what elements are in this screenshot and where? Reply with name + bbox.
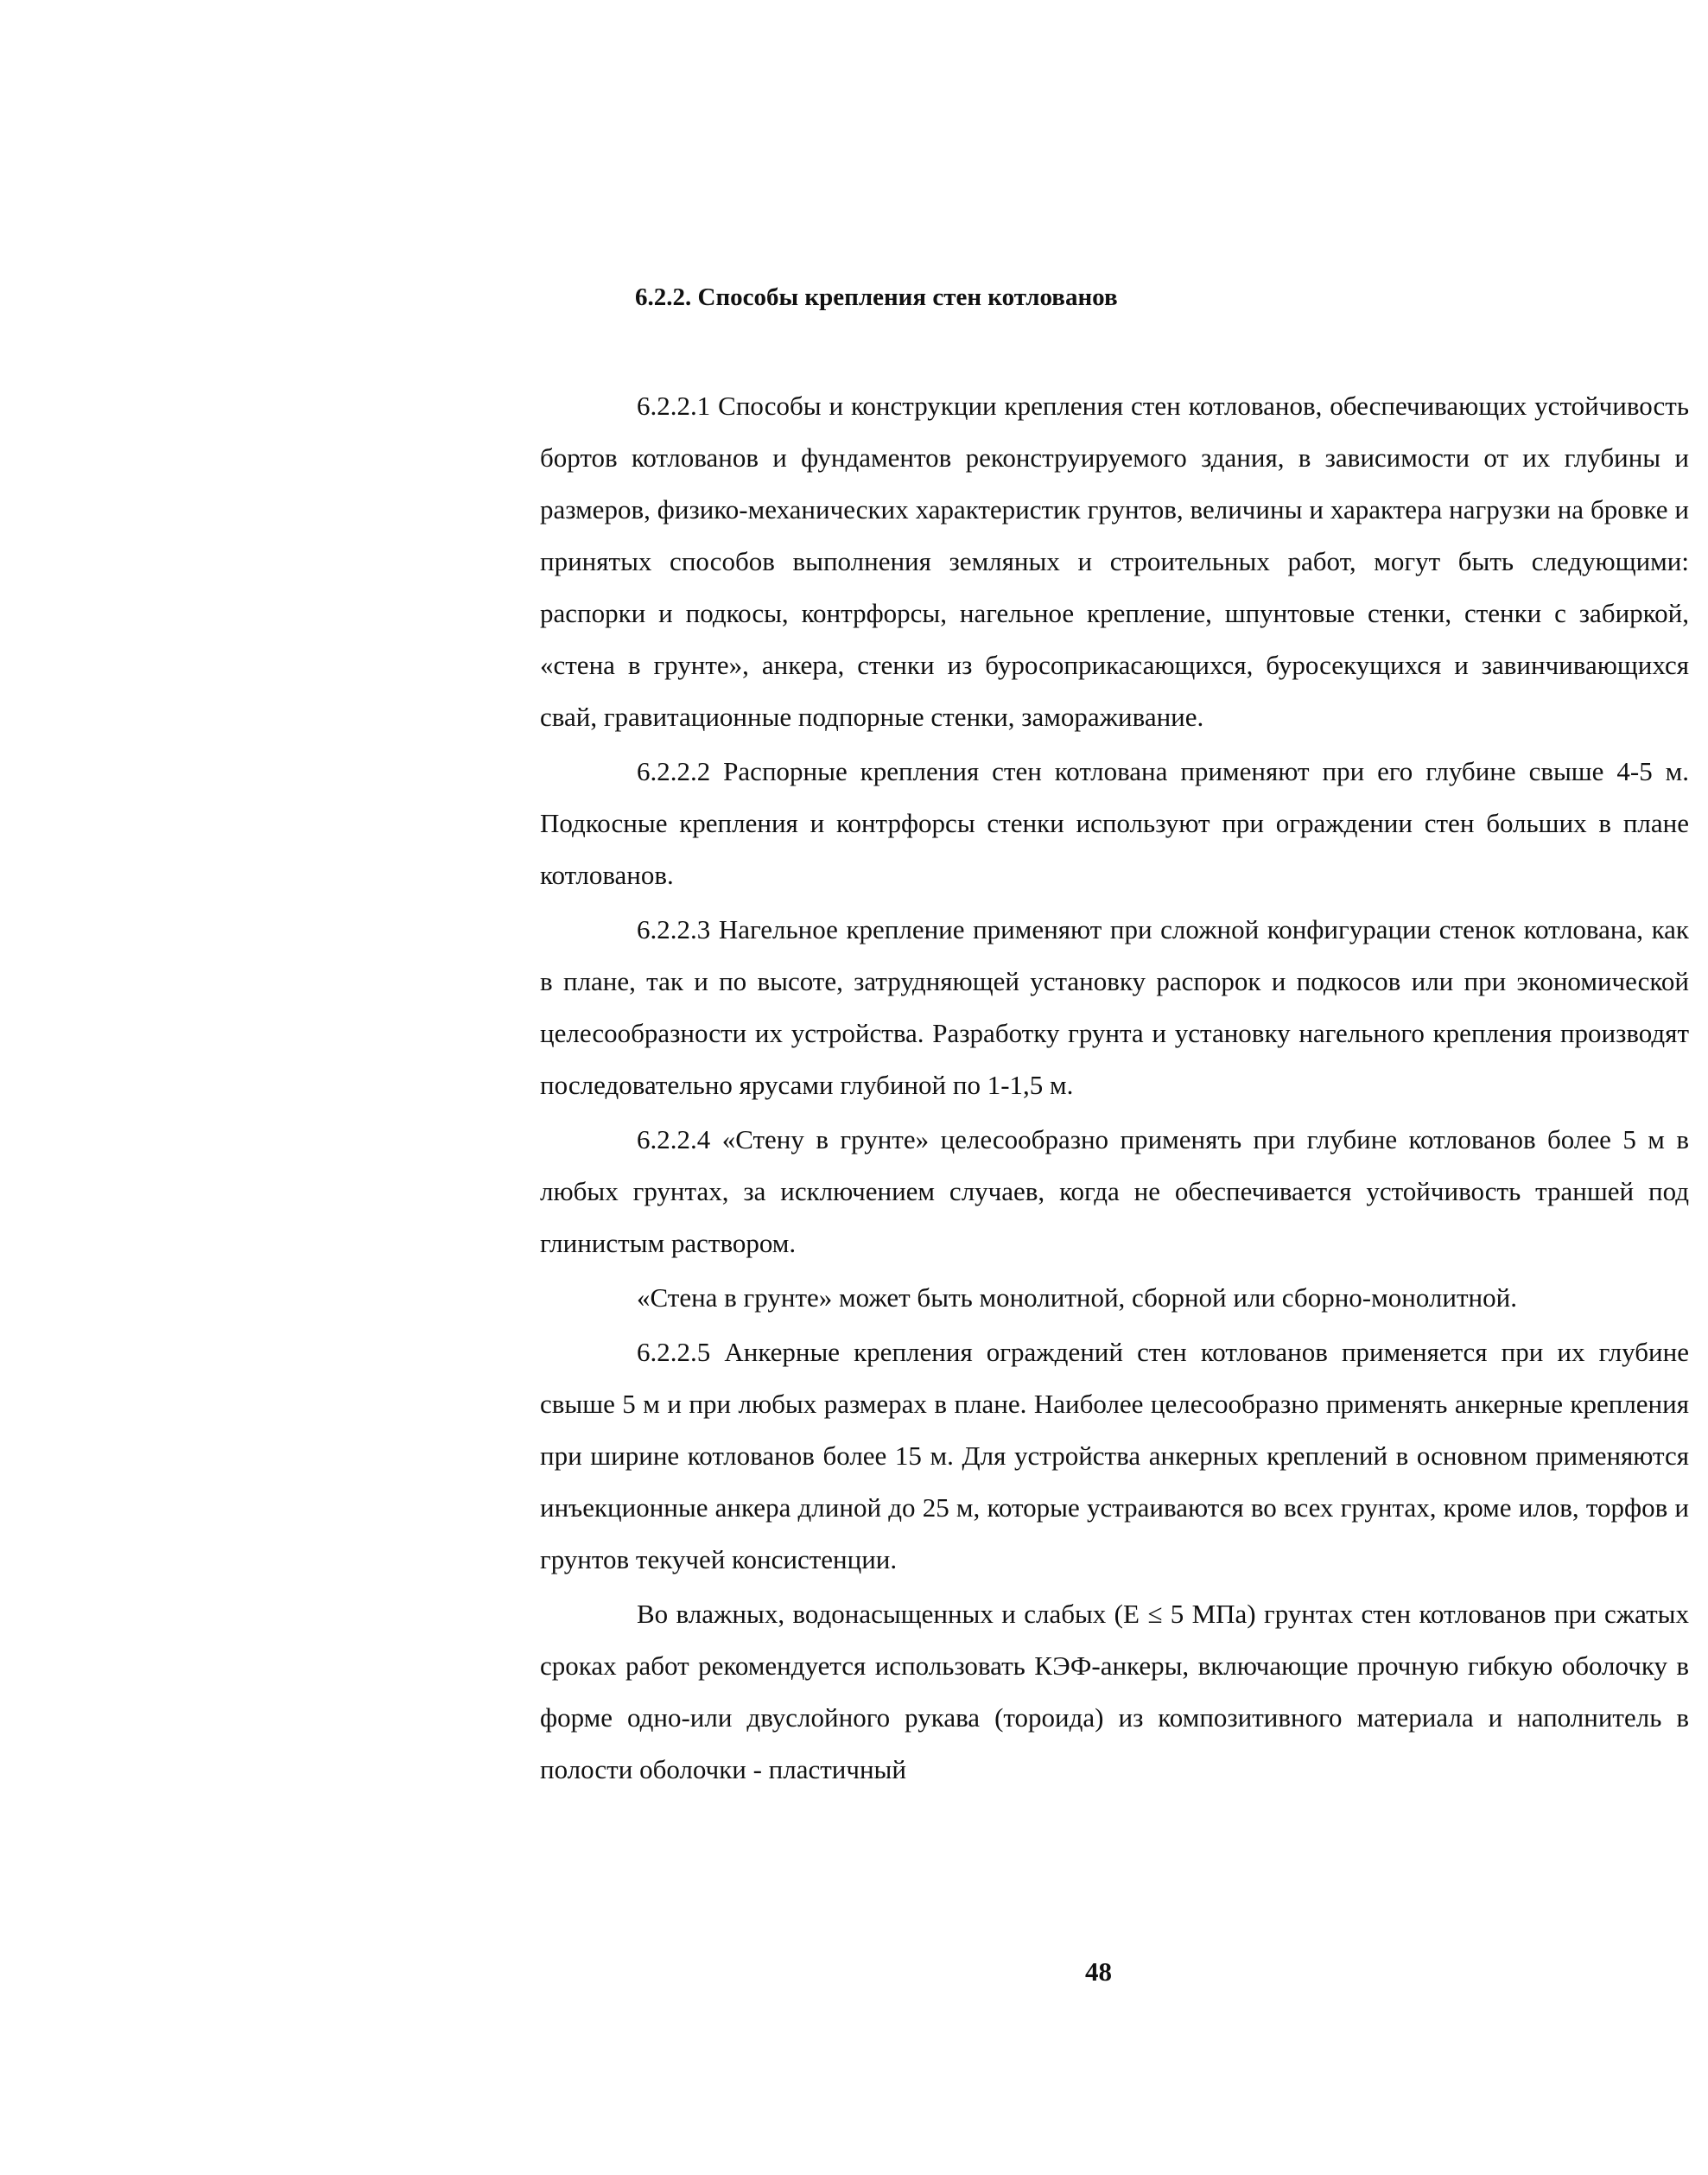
body-text	[540, 380, 1689, 1796]
section-heading: 6.2.2. Способы крепления стен котлованов	[635, 283, 1118, 311]
paragraph-6-2-2-3: 6.2.2.3 Нагельное крепление применяют при сложной конфигурации стенок котлована, как в плане, так и по высоте, затрудняющей установку распорок и подкосов или при экономической целесообразности их устройства. Разработку грунта и установку нагельного крепления производят последовательно ярусами глубиной по 1-1,5 м.	[540, 914, 1689, 1100]
page-number: 48	[1085, 1956, 1112, 1987]
paragraph-6-2-2-1: 6.2.2.1 Способы и конструкции крепления стен котлованов, обеспечивающих устойчивость бортов котлованов и фундаментов реконструируемого здания, в зависимости от их глубины и размеров, физико-механических характеристик грунтов, величины и характера нагрузки на бровке и принятых способов выполнения земляных и строительных работ, могут быть следующими: распорки и подкосы, контрфорсы, нагельное крепление, шпунтовые стенки, стенки с забиркой, «стена в грунте», анкера, стенки из буросоприкасающихся, буросекущихся и завинчивающихся свай, гравитационные подпорные стенки, замораживание.	[540, 391, 1689, 732]
paragraph-6-2-2-2: 6.2.2.2 Распорные крепления стен котлована применяют при его глубине свыше 4-5 м. Подкосные крепления и контрфорсы стенки используют при ограждении стен больших в плане котлованов.	[540, 756, 1689, 890]
paragraph-6-2-2-5: 6.2.2.5 Анкерные крепления ограждений стен котлованов применяется при их глубине свыше 5 м и при любых размерах в плане. Наиболее целесообразно применять анкерные крепления при ширине котлованов более 15 м. Для устройства анкерных креплений в основном применяются инъекционные анкера длиной до 25 м, которые устраиваются во всех грунтах, кроме илов, торфов и грунтов текучей консистенции.	[540, 1337, 1689, 1574]
paragraph-wall-in-ground: «Стена в грунте» может быть монолитной, сборной или сборно-монолитной.	[637, 1282, 1517, 1313]
paragraph-6-2-2-4: 6.2.2.4 «Стену в грунте» целесообразно применять при глубине котлованов более 5 м в любых грунтах, за исключением случаев, когда не обеспечивается устойчивость траншей под глинистым раствором.	[540, 1124, 1689, 1258]
paragraph-kef-anchors: Во влажных, водонасыщенных и слабых (E ≤ 5 МПа) грунтах стен котлованов при сжатых сроках работ рекомендуется использовать КЭФ-анкеры, включающие прочную гибкую оболочку в форме одно-или двуслойного рукава (тороида) из композитивного материала и наполнитель в полости оболочки - пластичный	[540, 1599, 1689, 1784]
